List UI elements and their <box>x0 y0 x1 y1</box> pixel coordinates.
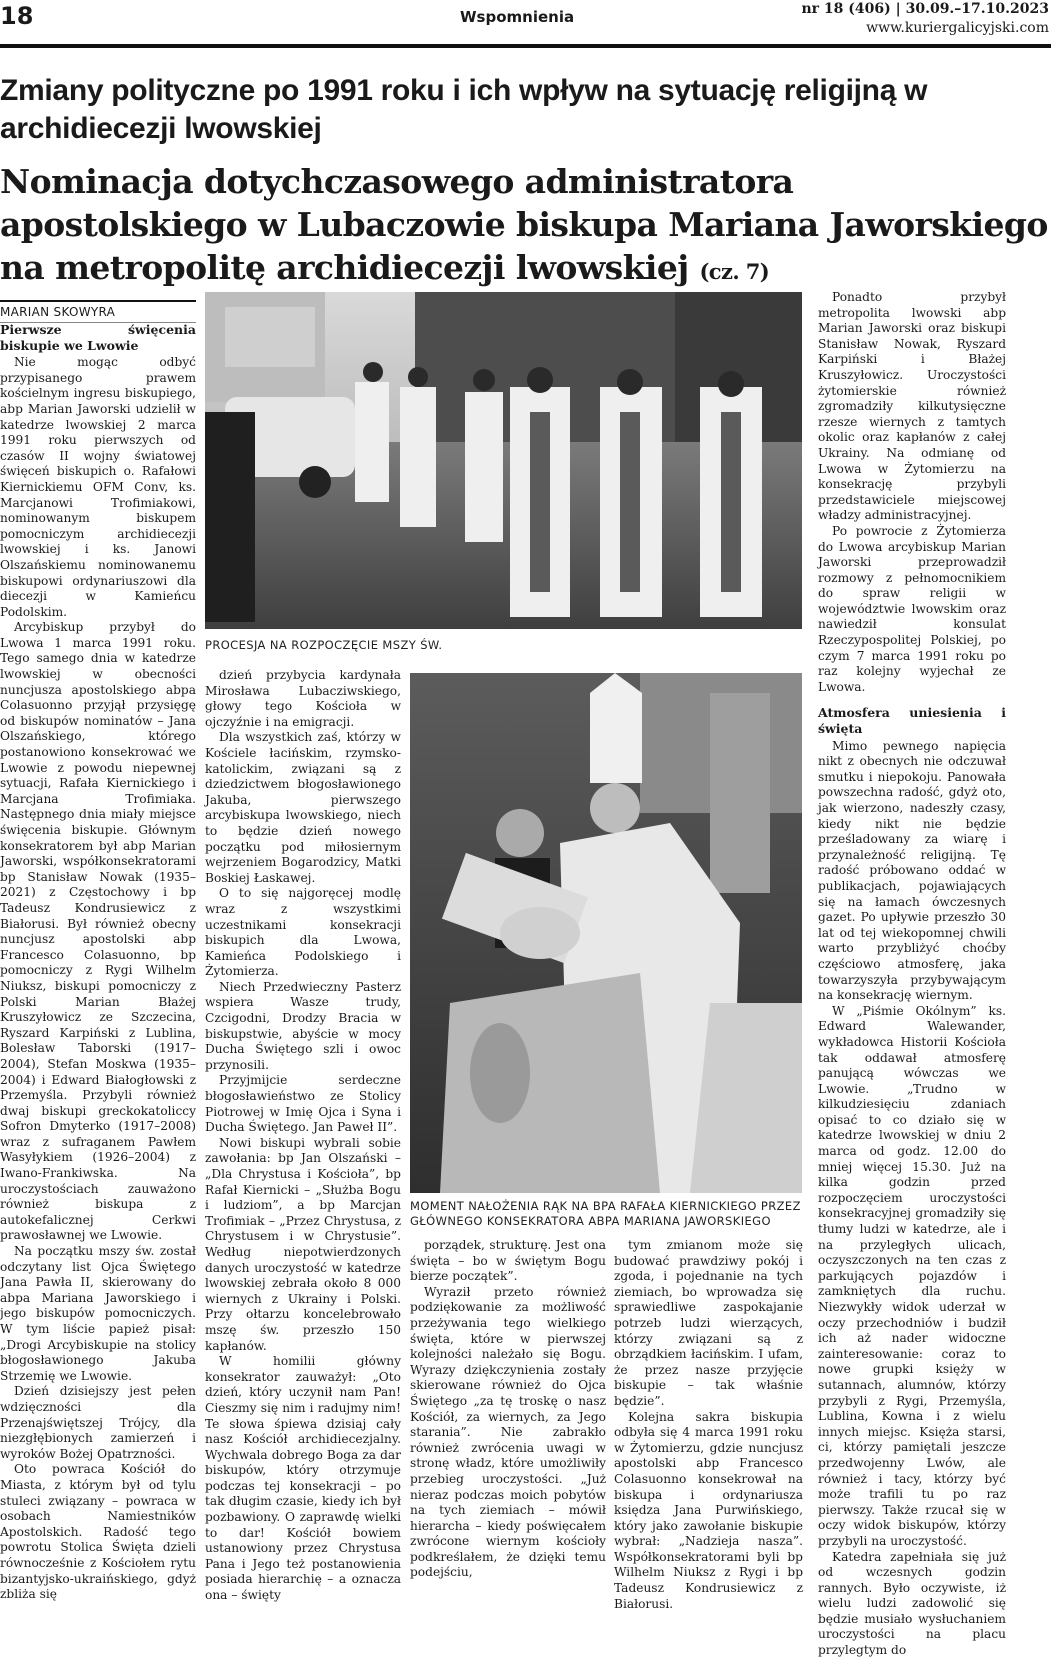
paragraph: Przyjmijcie serdeczne błogosławieństwo ze Stolicy Piotrowej w Imię Ojca i Syna i Ducha Świętego. Jan Paweł II”. <box>205 1073 401 1135</box>
section-heading: Pierwsze święcenia biskupie we Lwowie <box>0 322 196 353</box>
paragraph: Dla wszystkich zaś, którzy w Kościele łacińskim, rzymsko-katolickim, związani są z dziedzictwem błogosławionego Jakuba, pierwszego arcybiskupa lwowskiego, niech to będzie dzień nowego początku pod miłosiernym wejrzeniem Bogarodzicy, Matki Boskiej Łaskawej. <box>205 730 401 885</box>
issue-line: nr 18 (406) | 30.09.–17.10.2023 <box>801 1 1049 17</box>
paragraph: Ponadto przybył metropolita lwowski abp Marian Jaworski oraz biskupi Stanisław Nowak, Ryszard Karpiński i Błażej Kruszyłowicz. Uroczystości żytomierskie również zgromadziły kilkutysięczne rzesze wiernych z tamtych okolic oraz kapłanów z całej Ukrainy. Na odmianę od Lwowa w Żytomierzu na konsekrację przybyli przedstawiciele miejscowej władzy administracyjnej. <box>818 290 1006 523</box>
website: www.kuriergalicyjski.com <box>866 20 1049 36</box>
author-byline: MARIAN SKOWYRA <box>0 300 196 323</box>
subtitle-text: Nominacja dotychczasowego administratora apostolskiego w Lubaczowie biskupa Mariana Jaworskiego na metropolitę archidiecezji lwowskiej <box>0 162 1048 287</box>
bottom-caption-line-2: GŁÓWNEGO KONSEKRATORA ABPA MARIANA JAWORSKIEGO <box>410 1214 771 1228</box>
paragraph: Nie mogąc odbyć przypisanego prawem kościelnym ingresu biskupiego, abp Marian Jaworski udzielił w katedrze lwowskiej 2 marca 1991 roku pierwszych od czasów II wojny światowej święceń biskupich o. Rafałowi Kiernickiemu OFM Conv, ks. Marcjanowi Trofimiakowi, nominowanym biskupem pomocniczym archidiecezji lwowskiej i ks. Janowi Olszańskiemu nominowanemu biskupowi ordynariuszowi dla diecezji w Kamieńcu Podolskim. <box>0 355 196 619</box>
part-label: (cz. 7) <box>699 259 770 284</box>
paragraph: Oto powraca Kościół do Miasta, z którym był od tylu stuleci związany – powraca w osobach Namiestników Apostolskich. Radość tego powrotu Stolica Święta dzieli równocześnie z Kościołem rytu bizantyjsko-ukraińskiego, gdyż zbliża się <box>0 1462 196 1602</box>
paragraph: W „Piśmie Okólnym” ks. Edward Walewander, wykładowca Historii Kościoła tak oddawał atmosferę panującą wówczas we Lwowie. „Trudno w kilkudziesięciu zdaniach opisać to co działo się w katedrze lwowskiej w dniu 2 marca od godz. 12.00 do mniej więcej 15.30. Już na kilka godzin przed rozpoczęciem uroczystości konsekracyjnej gromadziły się tłumy ludzi w katedrze, ale i na przyległych ulicach, oczyszczonych na ten czas z parkujących pojazdów i zamkniętych dla ruchu. Niezwykły widok uderzał w oczy przechodniów i budził ich aż nader widoczne zainteresowanie: coraz to nowe grupki księży w sutannach, alumnów, którzy przybyli z Rygi, Przemyśla, Lublina, Kowna i z wielu innych miejsc. Księża starsi, ci, którzy pamiętali jeszcze przedwojenny Lwów, ale również i tacy, którzy być może trafili tu po raz pierwszy. Także rzucał się w oczy widok biskupów, którzy przybyli na uroczystość. <box>818 1003 1006 1548</box>
paragraph: Katedra zapełniała się już od wczesnych godzin rannych. Było oczywiste, iż wielu ludzi zadowolić się będzie musiało wysłuchaniem uroczystości na placu przylegtym do <box>818 1549 1006 1658</box>
page-number: 18 <box>0 2 34 30</box>
paragraph: porządek, strukturę. Jest ona święta – bo w świętym Bogu bierze początek”. <box>410 1238 606 1284</box>
issue-info <box>802 0 1050 38</box>
page-header <box>0 0 1051 48</box>
column-1 <box>0 322 196 1637</box>
consecration-photo-image <box>410 673 802 1193</box>
column-2 <box>205 668 401 1637</box>
section-heading: Atmosfera uniesienia i święta <box>818 705 1006 737</box>
header-rule <box>0 44 1051 48</box>
paragraph: W homilii główny konsekrator zauważył: „Oto dzień, który uczynił nam Pan! Cieszmy się nim i radujmy nim! Te słowa śpiewa dzisiaj cały nasz Kościół archidiecezjalny. Wychwala dobrego Boga za dar biskupów, który otrzymuje podczas tej konsekracji – po tak długim czasie, kiedy ich był pozbawiony. O zaprawdę wielki to dar! Kościół bowiem ustanowiony przez Chrystusa Pana i Jego też postanowienia posiada hierarchię – a oznacza ona – święty <box>205 1354 401 1603</box>
paragraph: Na początku mszy św. został odczytany list Ojca Świętego Jana Pawła II, skierowany do abpa Mariana Jaworskiego i jego biskupów pomocniczych. W tym liście papież pisał: „Drogi Arcybiskupie na stolicy błogosławionego Jakuba Strzemię we Lwowie. <box>0 1244 196 1383</box>
bottom-photo-caption <box>410 1199 802 1229</box>
paragraph: tym zmianom może się budować prawdziwy pokój i zgoda, i pojednanie na tych ziemiach, bo wprowadza się sprawiedliwe zaspokajanie potrzeb ludzi wierzących, którzy związani są z obrządkiem łacińskim. I ufam, że przez nasze przyjęcie biskupie – tak właśnie będzie”. <box>614 1238 803 1408</box>
paragraph: Nowi biskupi wybrali sobie zawołania: bp Jan Olszański – „Dla Chrystusa i Kościoła”, bp Rafał Kiernicki – „Służba Bogu i ludziom”, a bp Marcjan Trofimiak – „Przez Chrystusa, z Chrystusem i w Chrystusie”. Według niepotwierdzonych danych uroczystość w katedrze lwowskiej zebrała około 8 000 wiernych z Ukrainy i Polski. Przy ołtarzu koncelebrowało mszę św. przeszło 150 kapłanów. <box>205 1135 401 1353</box>
paragraph: O to się najgoręcej modlę wraz z wszystkimi uczestnikami konsekracji biskupich dla Lwowa, Kamieńca Podolskiego i Żytomierza. <box>205 886 401 979</box>
article-subtitle <box>0 160 1051 293</box>
column-3 <box>410 1238 606 1637</box>
paragraph: Wyraził przeto również podziękowanie za możliwość przeżywania tego wielkiego święta, które w pierwszej kolejności należało się Bogu. Wyrazy dziękczynienia zostały skierowane również do Ojca Świętego „za tę troskę o nasz Kościół, za wiernych, za Jego starania”. Nie zabrakło również zwrócenia uwagi w stronę władz, które umożliwiły przebieg uroczystości. „Już nieraz podczas moich pobytów na tych ziemiach – mówił hierarcha – kiedy poświęcałem zwrócone wiernym kościoły podkreślałem, że dzięki temu podejściu, <box>410 1284 606 1580</box>
consecration-photo <box>410 673 802 1193</box>
section-name: Wspomnienia <box>460 8 575 26</box>
bottom-caption-line-1: MOMENT NAŁOŻENIA RĄK NA BPA RAFAŁA KIERNICKIEGO PRZEZ <box>410 1199 801 1213</box>
paragraph: Mimo pewnego napięcia nikt z obecnych nie odczuwał smutku i niepokoju. Panowała powszechna radość, gdyż oto, jak wierzono, nadeszły czasy, kiedy nikt nie będzie prześladowany za wiarę i przynależność religijną. Tę radość próbowano oddać w publikacjach, pojawiających się na łamach ówczesnych gazet. Po upływie przeszło 30 lat od tej wiekopomnej chwili warto przybliżyć choćby częściowo atmosferę, jaka towarzyszyła przybywającym na konsekrację wiernym. <box>818 738 1006 1003</box>
paragraph: Po powrocie z Żytomierza do Lwowa arcybiskup Marian Jaworski przeprowadził rozmowy z pełnomocnikiem do spraw religii w województwie lwowskim oraz nawiedził konsulat Rzeczypospolitej Polskiej, po czym 7 marca 1991 roku po raz kolejny wyjechał ze Lwowa. <box>818 523 1006 694</box>
paragraph: Dzień dzisiejszy jest pełen wdzięczności dla Przenajświętszej Trójcy, dla niezgłębionych zamierzeń i wyroków Bożej Opatrzności. <box>0 1384 196 1461</box>
procession-photo-image <box>205 292 802 629</box>
column-5 <box>818 290 1006 1658</box>
paragraph: dzień przybycia kardynała Mirosława Lubacziwskiego, głowy tego Kościoła w ojczyźnie i na emigracji. <box>205 668 401 729</box>
top-photo-caption: PROCESJA NA ROZPOCZĘCIE MSZY ŚW. <box>205 638 443 652</box>
article-title: Zmiany polityczne po 1991 roku i ich wpływ na sytuację religijną w archidiecezji lwowskiej <box>0 74 928 145</box>
paragraph: Arcybiskup przybył do Lwowa 1 marca 1991 roku. Tego samego dnia w katedrze lwowskiej w obecności nuncjusza apostolskiego abpa Colasuonno przyjął przysięgę od biskupów nominatów – Jana Olszańskiego, którego postanowiono konsekrować we Lwowie z powodu niepewnej sytuacji, Rafała Kiernickiego i Marcjana Trofimiaka. Następnego dnia miały miejsce święcenia biskupie. Głównym konsekratorem był abp Marian Jaworski, współkonsekratorami bp Stanisław Nowak (1935–2021) z Częstochowy i bp Tadeusz Kondrusiewicz z Białorusi. Był również obecny nuncjusz apostolski abp Francesco Colasuonno, bp pomocniczy z Rygi Wilhelm Niuksz, biskupi pomocniczy z Polski Marian Błażej Kruszyłowicz ze Szczecina, Ryszard Karpiński z Lublina, Bolesław Taborski (1917–2004), Stefan Moskwa (1935–2004) i Edward Białogłowski z Przemyśla. Przybyli również dwaj biskupi greckokatoliccy Sofron Dmyterko (1917–2008) wraz z sufraganem Pawłem Wasyłykiem (1926–2004) z Iwano-Frankiwska. Na uroczystościach zauważono również biskupa z autokefalicznej Cerkwi prawosławnej we Lwowie. <box>0 620 196 1243</box>
column-4 <box>614 1238 803 1637</box>
paragraph: Niech Przedwieczny Pasterz wspiera Wasze trudy, Czcigodni, Drodzy Bracia w biskupstwie, abyście w mocy Ducha Świętego szli i owoc przynosili. <box>205 979 401 1072</box>
procession-photo <box>205 292 802 629</box>
paragraph: Kolejna sakra biskupia odbyła się 4 marca 1991 roku w Żytomierzu, gdzie nuncjusz apostolski abp Francesco Colasuonno konsekrował na biskupa i ordynariusza księdza Jana Purwińskiego, który jako zawołanie biskupie wybrał: „Nadzieja nasza”. Współkonsekratorami byli bp Wilhelm Niuksz z Rygi i bp Tadeusz Kondrusiewicz z Białorusi. <box>614 1409 803 1611</box>
